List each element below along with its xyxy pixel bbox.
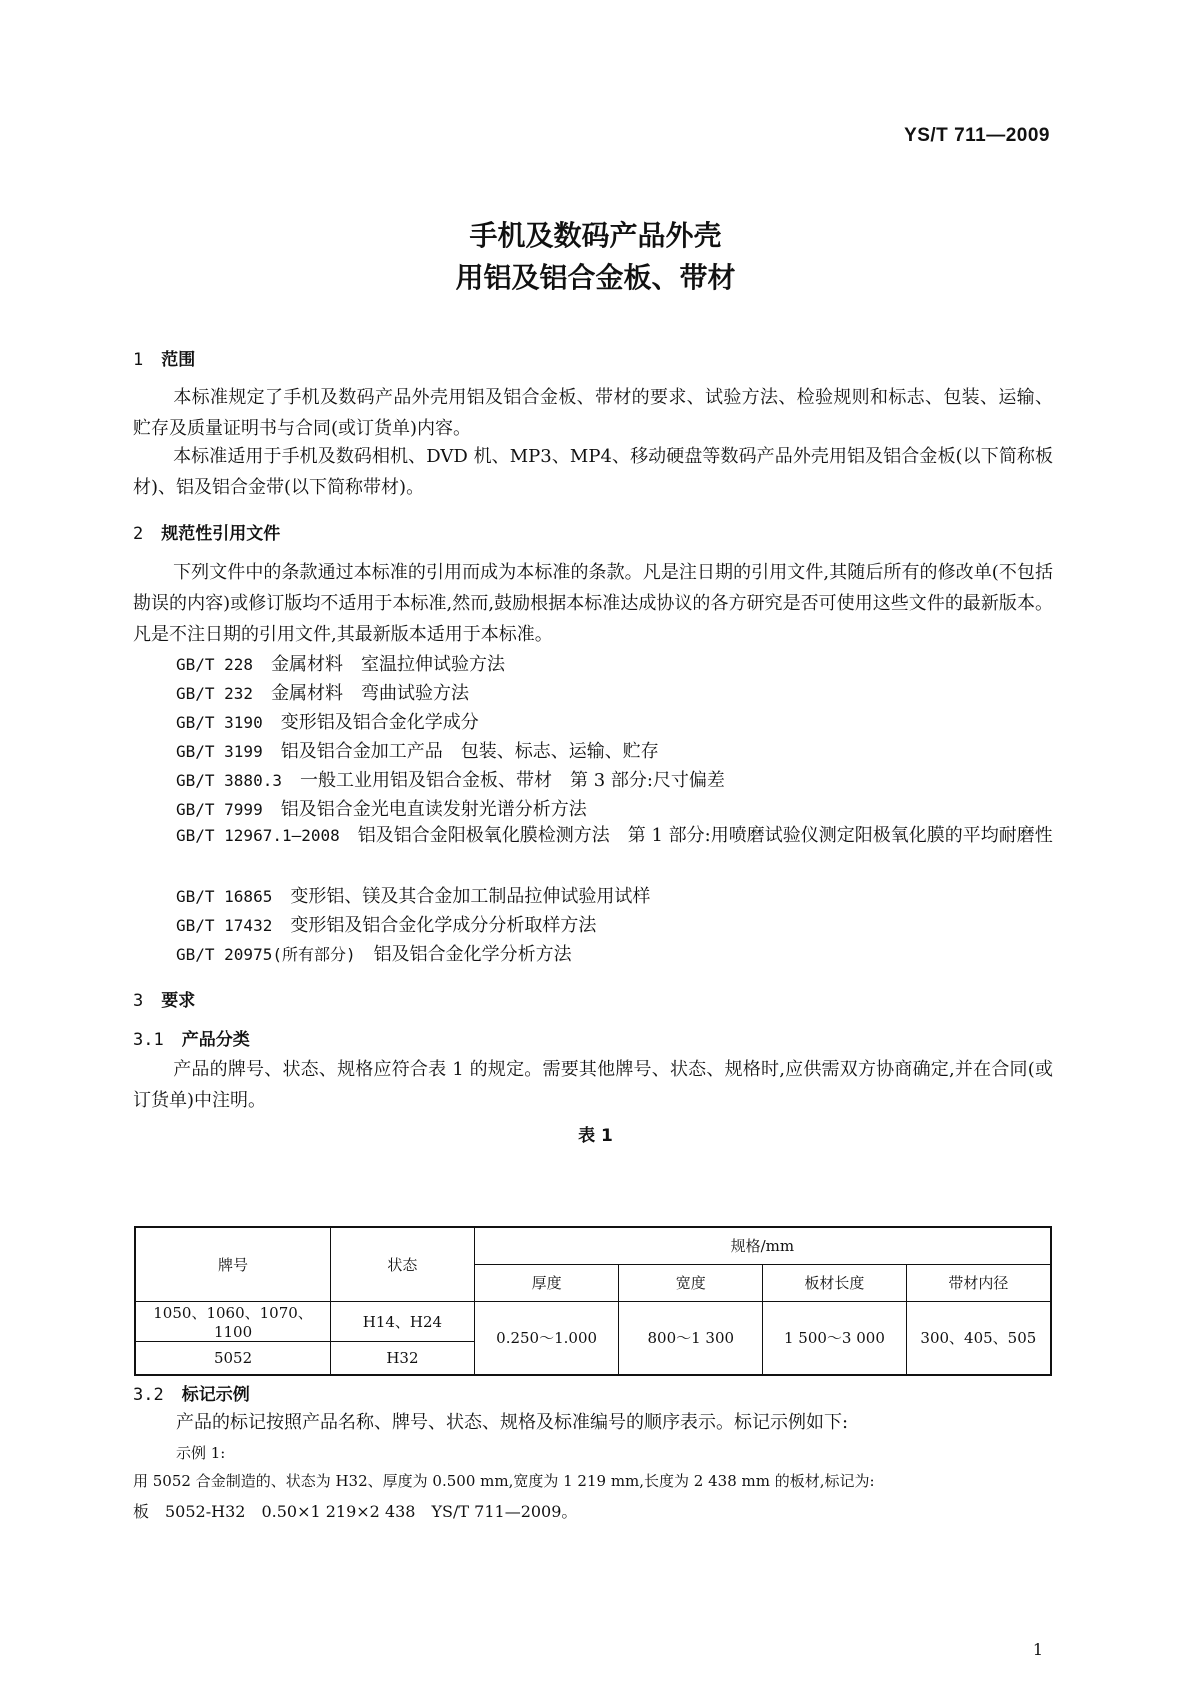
reference-item: [176, 882, 650, 908]
section-number: 1: [133, 350, 144, 370]
subsection-3-2-heading: [133, 1380, 250, 1405]
reference-code: GB/T 16865: [176, 887, 273, 906]
reference-item: [176, 679, 469, 705]
product-spec-table: [134, 1226, 1052, 1376]
reference-code: GB/T 20975(所有部分): [176, 945, 356, 964]
reference-title: 铝及铝合金阳极氧化膜检测方法 第 1 部分:用喷磨试验仪测定阳极氧化膜的平均耐磨性: [357, 825, 1053, 846]
section-title: 产品分类: [181, 1030, 250, 1050]
section-number: 3: [133, 991, 144, 1011]
table-caption: 表 1: [578, 1126, 613, 1146]
header-width: 宽度: [619, 1264, 763, 1301]
header-thickness: 厚度: [474, 1264, 619, 1301]
cell-grade: 1050、1060、1070、1100: [135, 1301, 331, 1341]
subsection-3-1-heading: [133, 1025, 250, 1050]
reference-title: 金属材料 弯曲试验方法: [271, 683, 470, 704]
header-spec: 规格/mm: [474, 1227, 1051, 1264]
reference-item: [133, 820, 1053, 851]
paragraph-text: 产品的牌号、状态、规格应符合表 1 的规定。需要其他牌号、状态、规格时,应供需双方协商确定,并在合同(或订货单)中注明。: [133, 1059, 1053, 1111]
example-label: 示例 1:: [176, 1444, 226, 1462]
paragraph-text: 本标准适用于手机及数码相机、DVD 机、MP3、MP4、移动硬盘等数码产品外壳用铝及铝合金板(以下简称板材)、铝及铝合金带(以下简称带材)。: [133, 446, 1053, 498]
reference-code: GB/T 3199: [176, 742, 263, 761]
reference-code: GB/T 3880.3: [176, 771, 282, 790]
section-title: 范围: [161, 350, 196, 370]
section-number: 3.2: [133, 1385, 164, 1405]
reference-title: 铝及铝合金化学分析方法: [373, 944, 572, 965]
reference-item: [176, 766, 725, 792]
section-number: 3.1: [133, 1030, 164, 1050]
section-2-intro: [133, 557, 1053, 650]
paragraph-text: 本标准规定了手机及数码产品外壳用铝及铝合金板、带材的要求、试验方法、检验规则和标志、包装、运输、贮存及质量证明书与合同(或订货单)内容。: [133, 387, 1053, 439]
reference-code: GB/T 228: [176, 655, 254, 674]
standard-number: YS/T 711—2009: [904, 125, 1050, 146]
section-title: 要求: [161, 991, 196, 1011]
section-2-heading: [133, 519, 280, 544]
cell-temper: H32: [331, 1341, 475, 1375]
page-number: 1: [1032, 1640, 1043, 1659]
cell-grade: 5052: [135, 1341, 331, 1375]
table-row: [135, 1301, 1051, 1341]
header-plate-length: 板材长度: [763, 1264, 907, 1301]
example-text: 用 5052 合金制造的、状态为 H32、厚度为 0.500 mm,宽度为 1 219 mm,长度为 2 438 mm 的板材,标记为:: [133, 1472, 875, 1490]
reference-code: GB/T 12967.1—2008: [176, 826, 340, 845]
reference-item: [176, 911, 596, 937]
reference-item: [176, 795, 587, 821]
paragraph-text: 下列文件中的条款通过本标准的引用而成为本标准的条款。凡是注日期的引用文件,其随后所有的修改单(不包括勘误的内容)或修订版均不适用于本标准,然而,鼓励根据本标准达成协议的各方研究是否可使用这些文件的最新版本。凡是不注日期的引用文件,其最新版本适用于本标准。: [133, 562, 1053, 645]
header-coil-inner-diameter: 带材内径: [906, 1264, 1051, 1301]
reference-code: GB/T 3190: [176, 713, 263, 732]
header-grade: 牌号: [135, 1227, 331, 1301]
reference-title: 一般工业用铝及铝合金板、带材 第 3 部分:尺寸偏差: [299, 770, 725, 791]
section-title: 标记示例: [181, 1385, 250, 1405]
reference-code: GB/T 232: [176, 684, 254, 703]
reference-title: 变形铝、镁及其合金加工制品拉伸试验用试样: [290, 886, 651, 907]
reference-item: [176, 708, 479, 734]
section-1-paragraph-2: [133, 441, 1053, 503]
reference-title: 金属材料 室温拉伸试验方法: [271, 654, 506, 675]
reference-title: 变形铝及铝合金化学成分分析取样方法: [290, 915, 597, 936]
section-title: 规范性引用文件: [161, 524, 281, 544]
title-line-2: 用铝及铝合金板、带材: [455, 261, 736, 294]
example-mark: 板 5052-H32 0.50×1 219×2 438 YS/T 711—2009。: [133, 1502, 578, 1521]
reference-code: GB/T 17432: [176, 916, 273, 935]
subsection-3-2-paragraph: 产品的标记按照产品名称、牌号、状态、规格及标准编号的顺序表示。标记示例如下:: [176, 1412, 849, 1433]
reference-item: [176, 737, 659, 763]
header-temper: 状态: [331, 1227, 475, 1301]
section-1-heading: [133, 345, 195, 370]
section-number: 2: [133, 524, 144, 544]
reference-title: 铝及铝合金光电直读发射光谱分析方法: [280, 799, 587, 820]
reference-item: [176, 650, 505, 676]
reference-title: 铝及铝合金加工产品 包装、标志、运输、贮存: [280, 741, 659, 762]
section-1-paragraph-1: [133, 382, 1053, 444]
cell-plate-length: 1 500～3 000: [763, 1301, 907, 1375]
title-line-1: 手机及数码产品外壳: [469, 219, 722, 252]
cell-thickness: 0.250～1.000: [474, 1301, 619, 1375]
cell-temper: H14、H24: [331, 1301, 475, 1341]
reference-title: 变形铝及铝合金化学成分: [280, 712, 479, 733]
cell-width: 800～1 300: [619, 1301, 763, 1375]
reference-item: [176, 940, 572, 966]
subsection-3-1-paragraph: [133, 1054, 1053, 1116]
section-3-heading: [133, 986, 195, 1011]
cell-coil-inner-diameter: 300、405、505: [906, 1301, 1051, 1375]
reference-code: GB/T 7999: [176, 800, 263, 819]
